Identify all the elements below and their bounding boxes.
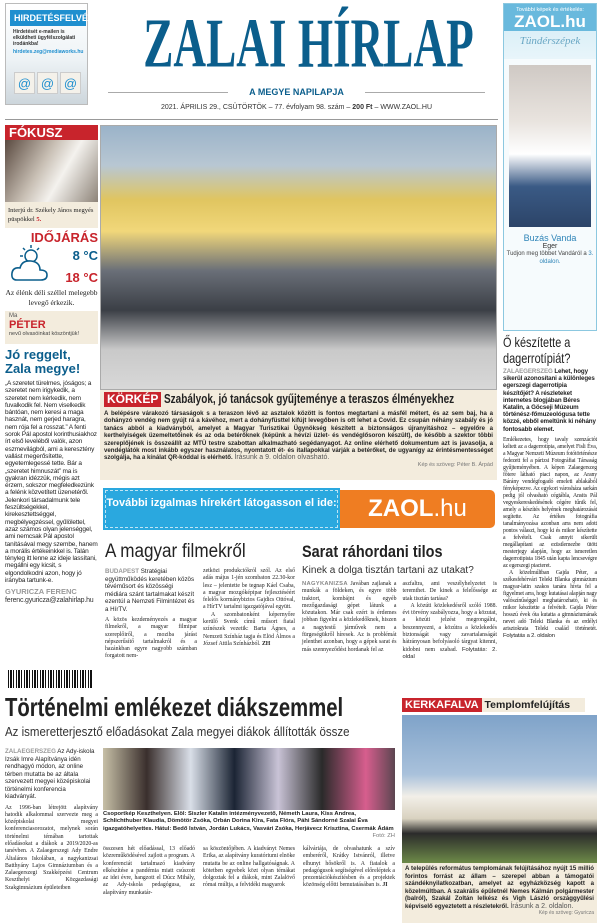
lead-text: Lehet, hogy sikerül azonosítani a különleges egerszegi dagerrotípia készítőjét? A részleteket internetes blogjában Béres Katalin, a Göcseji Múzeum történész-főmuzeológusa tette közzé, ebből emeltünk ki néhány fontosabb elemet.: [503, 368, 596, 433]
bottom-sub: Az ismeretterjesztő előadásokat Zala megyei diákok állították össze: [5, 725, 350, 739]
model-photo: [509, 65, 591, 227]
issue-price: 200 Ft: [352, 104, 373, 111]
ad-top-text: További képek és értékelés:: [504, 4, 596, 13]
weather-high: 18 °C: [65, 270, 98, 285]
film-lead: [105, 568, 197, 613]
bottom-c2: sa köszöntőjében. A kiadványt Nemes Erika, az alapítvány kuratóriumi elnöke mutatta be az online hallgatóságnak. A kötetben egyebek közt olyan témákat dolgoztak fel a diákok, mint Zalalövő római múltja, a felvidéki magyarok: [203, 846, 295, 889]
continue-link[interactable]: Folytatás a 2. oldalon: [503, 632, 555, 639]
article-sarat: [302, 540, 497, 661]
korkep-headline[interactable]: Szabályok, jó tanácsok gyűjteménye a teraszos élményekhez: [164, 392, 455, 406]
model-city: Eger: [542, 243, 558, 250]
para: A közúti közlekedésről szóló 1988. évi törvény szabályozza, hogy a közutat, a közúti jelzést megrongálni, beszennyezni, a közútra a közlekedés biztonságát vagy zavartalanságát hátrányosan befolyásoló tárgyat kitenni, kidobni nem szabad.: [402, 602, 497, 653]
dag-lead: [503, 368, 597, 433]
bottom-columns: [103, 846, 395, 897]
bottom-left-col: [5, 748, 98, 892]
barcode: [8, 670, 93, 688]
ad-text: Hirdetését e-mailen is elküldheti ügyfélszolgálati irodánkba!: [13, 29, 76, 47]
korkep-text: [104, 410, 493, 462]
weather-box: [5, 230, 98, 310]
nameday-suffix: nevű olvasóinkat köszöntjük!: [9, 331, 80, 337]
signature: ZH: [261, 640, 271, 647]
bottom-c3: [303, 846, 395, 897]
zaol-banner[interactable]: [105, 490, 495, 528]
photo-credit: Fotó: ZH: [372, 832, 395, 839]
dateline: ZALAEGERSZEG: [503, 368, 553, 375]
kerkafalva-caption: [402, 863, 597, 923]
dateline: NAGYKANIZSA: [302, 581, 348, 587]
film-col2: zetközi produkciókról szól. Az első adás május 1-jén szombaton 22.30-kor lesz – jelentette be tegnap Káel Csaba, a magyar mozgóképipar fejlesztéséért felelős kormánybiztos Gajdics Ottóval, a HírTV tartalmi igazgatójával együtt.: [203, 568, 295, 611]
more-link[interactable]: 3. oldalon.: [539, 251, 594, 265]
fokusz-box[interactable]: [5, 125, 98, 228]
ad-title: HIRDETÉSFELVÉTEL: [10, 10, 86, 26]
at-cube-icon: @: [60, 72, 81, 94]
sarat-headline[interactable]: Sarat ráhordani tilos: [302, 542, 443, 561]
continue-link[interactable]: Folytatás: 2. oldal: [402, 646, 497, 660]
sarat-sub: Kinek a dolga tisztán tartani az utakat?: [302, 565, 474, 576]
editorial-text: „A szeretet türelmes, jóságos; a szeretet nem irigykedik, a szeretet nem kérkedik, nem fuvalkodik fel. Nem viselkedik bántóan, nem keresi a maga hasznát, nem gerjed haragra, nem rója fel a rosszat.” A fenti sorok Pál apostol korinthusiakhoz írt első leveléből valók, azon eszmevilágból, ami a keresztény vallást megerősítette, egyetemlegessé tette. Bár a „szeretet himnuszát” ma is gyakran idézzük, mégis azt érzem, sokszor megfeledkezünk a felénk közvetített üzenetéről. Jelenkori társadalmunk tele feszültségekkel, kirekesztettséggel, megbélyegzéssel, gyűlölettel, azaz számos olyan jelenséggel, ami nemcsak Pál apostol tanításával megy szembe, hanem a morális értékeinkkel is. Talán tényleg itt lenne az ideje lassítani, megállni egy kicsit, s elgondolkodni azon, hogy jó irányba tartunk-e.: [5, 380, 98, 585]
issue-date: 2021. ÁPRILIS 29., CSÜTÖRTÖK: [160, 104, 267, 111]
more-link[interactable]: Írásunk a 2. oldalon.: [510, 902, 574, 910]
ad-tunderszepek[interactable]: [503, 3, 597, 331]
site-link[interactable]: WWW.ZAOL.HU: [380, 104, 433, 111]
caption-text: Interjú dr. Székely János megyés püspökkel: [8, 207, 94, 223]
masthead-title: ZALAI HÍRLAP: [143, 4, 474, 82]
ad-email[interactable]: hirdetes.zeg@mediaworks.hu: [13, 49, 84, 55]
kerkafalva-tag: KERKAFALVA: [402, 698, 482, 712]
brand-tld: .hu: [433, 495, 467, 522]
at-cube-icon: @: [37, 72, 58, 94]
korkep-more[interactable]: Írásunk a 9. oldalon olvasható.: [234, 454, 330, 462]
nameday-box: [5, 311, 98, 344]
sarat-col2: aszfaltra, ami veszélyhelyzetet is teremthet. De kinek a felelőssége az utak tisztán tartása?: [402, 581, 497, 602]
model-more: [504, 250, 596, 266]
korkep-tag: KÖRKÉP: [104, 392, 161, 407]
more-text: Tudjon meg többet Vandáról a: [506, 251, 587, 257]
para: A közelmúltban Gajda Péter, a székesfehérvári Teleki Blanka gimnázium magyar-latin szakos tanára hívta fel a figyelmet arra, hogy kutatásai alapján nagy valószínűséggel meghatározható, ki és mikor készítette a felvételt. Gajda Péter hosszú évek óta kutatta a gimnáziumának nevet adó Teleki Blanka és az erdélyi arisztokrata Teleki család történetét.: [503, 569, 597, 632]
bottom-p0: Az 1996-ban létrejött alapítvány hatodik alkalommal szervezte meg a középiskolai megyei konferenciasorozatot, melynek során történelmi témában tartottak előadásokat a diákok a 2019/2020-as tanévben. A Zalaegerszegi Ady Endre Általános Iskolában, a nagykanizsai Batthyány Lajos Gimnáziumban és a Zalaegerszegi Szakképzési Centrum Keszthelyi Közgazdasági Szakgimnázium épületeiben: [5, 804, 98, 891]
partly-cloudy-icon: [9, 244, 51, 284]
lead-text: Stratégiai együttműködés keretében közös tévéműsort és közösségi médiára szánt tartalmakat készít ezentúl a Nemzeti Filmintézet és a HírTV.: [105, 568, 195, 613]
editorial-column: [5, 348, 98, 605]
fokusz-label: FÓKUSZ: [5, 125, 98, 140]
korkep-box[interactable]: [100, 390, 497, 480]
article-dagerrotipia: [503, 334, 597, 640]
korkep-credit: Kép és szöveg: Péter B. Árpád: [417, 461, 493, 468]
masthead-subtitle: A MEGYE NAPILAPJA: [100, 87, 493, 97]
bottom-headline[interactable]: Történelmi emlékezet diákszemmel: [5, 692, 344, 722]
group-photo-caption: [103, 811, 395, 840]
issue-volume: 77. évfolyam 98. szám: [274, 104, 345, 111]
weather-desc: Az élénk déli széllel melegebb levegő érkezik.: [5, 288, 98, 307]
model-name: Buzás Vanda: [523, 233, 577, 243]
weather-label: IDŐJÁRÁS: [30, 230, 98, 245]
ad-hirdetesfelvetel[interactable]: [5, 3, 105, 105]
bottom-c1: összesen hét előadással, 13 előadó közreműködésével zajlott a program. A konferenciát tartalmazó kiadvány elkészítése a pandémia miatt csúszott az idei évre, hangzott el Dúcz Mihály, az Ady-iskola pedagógusa, az alapítvány munkatár-: [103, 846, 195, 896]
para: Javában zajlanak a munkák a földeken, és egyre több traktort, kombájnt és egyéb mezőgazdasági gépet látunk a közutakon. Már csak ezért is érdemes jobban figyelni a közlekedőknek, hiszen a nagytestű járművek nem a fürgeségükről híresek. Az is problémát jelenthet azonban, hogy a gépek sarat és más szennyeződést hordanak fel az: [302, 581, 397, 653]
film-col1: A közös kezdeményezés a magyar filmekről, a magyar filmipar szereplőiről, a moziba járást népszerűsítő tartalmakról és a hazánkban egyre nagyobb számban forgatott nem-: [105, 617, 197, 660]
caption-text: A település református templomának felújításához nyújt 15 millió forintos forrást az állam – szerepel abban a támogatói szándéknyilatkozatban, amelyet az egyházközség kapott a közelmúltban. A szakrális épületnél Nemes Kálmán polgármester (balról), Szakál Zoltán lelkész és Vigh László országgyűlési képviselő egyeztetett a részletekről.: [405, 865, 594, 910]
page-ref: 5.: [36, 216, 42, 223]
ad-script: Tündérszépek: [519, 35, 581, 47]
masthead-rule: [5, 119, 498, 120]
group-photo: [103, 748, 395, 810]
bishop-photo: [5, 140, 98, 202]
sarat-col1: [302, 581, 397, 661]
sarat-col2b: [403, 603, 498, 661]
banner-brand: [340, 490, 495, 528]
caption-text: Csoportkép Keszthelyen. Elöl: Siszler Katalin intézményvezető, Németh Laura, Kiss Andrea, Schlichthuber Klaudia, Dömötör Zsóka, Orbán Dorina Kira, Fata Flóra, Páhi Sándorné Szalai Éva igazgatóhelyettes. Hátul: Bedő István, Jordán Lukács, Vasvári Zsóka, Herjávecz Krisztina, Csermák Ádám: [103, 811, 394, 832]
dateline: ZALAEGERSZEG: [5, 748, 56, 755]
banner-text: További izgalmas hírekért látogasson el ide:: [105, 490, 338, 528]
kerkafalva-headline[interactable]: Templomfelújítás: [482, 698, 585, 712]
editorial-title: Jó reggelt, Zala megye!: [5, 347, 81, 376]
at-cube-icon: @: [14, 72, 35, 94]
bottom-lead: [5, 748, 98, 801]
ad-brand: ZAOL.hu: [504, 13, 596, 31]
korkep-body: A belépésre várakozó társaságok s a teraszon lévő az asztalok között is fontos megtartani a másfél métert, és az sem baj, ha a dohányzó vendég nem gyújt rá a kávéhoz, mert a dohányfüsttel kifújt levegőben is ott lehet a Covid. Ez csupán néhány szabály és jó tanács abból a kiadványból, amelyet a Magyar Turisztikai Ügynökség készített a biztonságos újranyitáshoz – egyelőre a kerthelyiségek üzemeltetőinek és az oda betérőknek (képünk a hévízi üzlet- és vendéglősoron készült), de később a szektor többi szereplőjének is összeállít az MTÜ testre szabottan alkalmazható segédanyagot. Az online elérhető dokumentum azt is javasolja, a vendéglátók most inkább egyszer használatos, nyomtatott ét- és itallapokkal várják a betérőket, de ugyanígy az érintésmentességet szolgálja, ha a kínálat QR-kóddal is elérhető.: [104, 410, 493, 462]
credit: Kép és szöveg: Gyuricza: [538, 910, 594, 916]
nameday-name: PÉTER: [9, 319, 46, 331]
film-col2b: [203, 612, 295, 648]
kerkafalva-box[interactable]: [402, 695, 597, 923]
article-film: [105, 540, 295, 661]
para: kálváriája, de olvashatunk a szív emberéről, Krátky Istvánról, illetve elhunyt hősökről is. A fiatalok a pedagógusok segítségével előreléptek a prezentációkészítésben és a projektek közönség előtti bemutatásában is.: [303, 846, 395, 889]
church-photo: [402, 715, 597, 863]
editorial-email[interactable]: ferenc.gyuricza@zalahirlap.hu: [5, 597, 94, 605]
brand-name: ZAOL: [368, 495, 434, 522]
masthead-dateline: 2021. ÁPRILIS 29., CSÜTÖRTÖK – 77. évfolyam 98. szám – 200 Ft – WWW.ZAOL.HU: [160, 104, 433, 111]
fokusz-caption: [5, 202, 98, 228]
terrace-photo: [100, 125, 497, 390]
dateline: BUDAPEST: [105, 568, 140, 575]
nameday-prefix: Ma: [9, 313, 18, 319]
weather-low: 8 °C: [72, 248, 98, 263]
film-headline[interactable]: A magyar filmekről: [105, 541, 246, 562]
dag-p1: Emlékezetes, hogy tavaly szenzációt keltett az a dagerrotípia, amelyet Fisli Éva, a Magyar Nemzeti Múzeum fotótörténésze fedezett fel a párizsi Fotográfiai Társaság gyűjteményében. A képen Zalaegerszeg főtere látható piaci napon, az Arany Bárány vendégfogadó emeleti ablakából fényképezve. Az egykori városháza sarkán pedig jól olvasható cégtábla, Ansits Pál vegyeskereskedésének cégére tűnik fel, amely a készítés helyének meghatározását segítette. Az értékes fotográfia tanalmányozása azonban arra nem adott pontos választ, hogy ki és mikor készítette a felvételt. Csak annyit sikerült megállapítani az ezüstlemezbe ütött mesterjegy alapján, hogy az ismeretlen dagerrotipista 1845 után kapta lencsevégre az egerszegi piacteret.: [503, 436, 597, 569]
lead-text: Az Ady-iskola Izsák Imre Alapítványa idén rendhagyó módon, az online térben mutatta be az általa szervezett megyei középiskolai történelmi konferencia kiadványát.: [5, 748, 95, 800]
dag-headline[interactable]: Ő készítette a dagerrotípiát?: [503, 334, 571, 366]
para: A szombatonként képernyőre kerülő Svenk című műsort fiatal színészek vezetik: Barta Ágnes, a Nemzeti Színház tagja és Elöd Álmos a József Attila Színházból.: [203, 611, 295, 647]
editorial-author: GYURICZA FERENC: [5, 587, 77, 597]
signature: JI: [382, 882, 388, 889]
dag-p2: [503, 570, 597, 640]
